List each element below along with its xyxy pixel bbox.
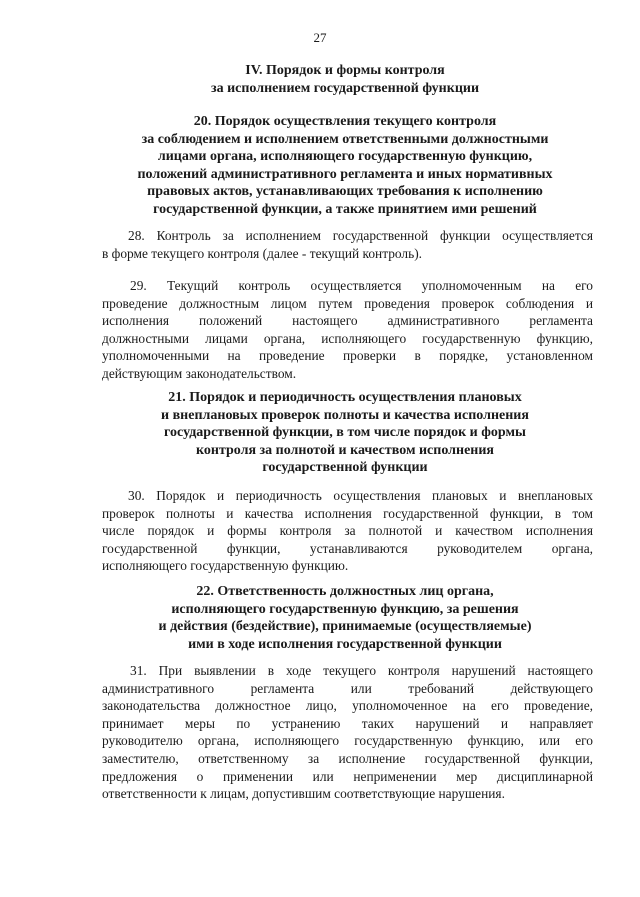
paragraph-line: должностными лицами органа, исполняющего государственную функцию,: [102, 330, 593, 346]
section-iv-heading: [80, 62, 610, 97]
paragraph-line: 31. При выявлении в ходе текущего контроля нарушений настоящего: [130, 663, 593, 678]
paragraph-line: проверок полноты и качества исполнения государственной функции, в том: [102, 505, 593, 521]
paragraph-line: административного регламента или требований действующего: [102, 680, 593, 696]
heading-line: контроля за полнотой и качеством исполнения: [196, 442, 494, 458]
heading-line: лицами органа, исполняющего государственную функцию,: [157, 149, 533, 164]
heading-line: 21. Порядок и периодичность осуществления плановых: [168, 390, 522, 405]
paragraph-line: исполнения положений настоящего административного регламента: [102, 313, 593, 329]
paragraph-line: законодательства должностное лицо, уполномоченное на его проведение,: [102, 698, 593, 714]
paragraph-line: предложения о применении или неприменении мер дисциплинарной: [102, 768, 593, 784]
section-21-heading: [80, 389, 610, 477]
paragraph-line: 28. Контроль за исполнением государственной функции осуществляется: [128, 228, 593, 243]
paragraph-line: ответственности к лицам, допустившим соответствующие нарушения.: [102, 786, 505, 802]
paragraph-30: [102, 487, 593, 575]
paragraph-line: руководителю органа, исполняющего государственную функцию, или его: [102, 733, 593, 749]
heading-line: ими в ходе исполнения государственной функции: [188, 636, 502, 652]
paragraph-line: числе порядок и формы контроля за полнотой и качеством исполнения: [102, 523, 593, 539]
paragraph-line: заместителю, ответственному за исполнение государственной функции,: [102, 750, 593, 766]
paragraph-line: проведение должностным лицом путем проведения проверок соблюдения и: [102, 295, 593, 311]
heading-line: государственной функции, в том числе порядок и формы: [164, 425, 526, 440]
section-22-heading: [80, 583, 610, 653]
paragraph-line: государственной функции, устанавливаются руководителем органа,: [102, 540, 593, 556]
heading-line: и внеплановых проверок полноты и качества исполнения: [161, 407, 529, 423]
heading-line: государственной функции: [262, 460, 428, 475]
paragraph-31: [102, 662, 593, 803]
heading-line: и действия (бездействие), принимаемые (осуществляемые): [158, 619, 532, 634]
paragraph-line: уполномоченными на проведение проверки в порядке, установленном: [102, 348, 593, 364]
heading-line: государственной функции, а также принятием ими решений: [153, 201, 537, 217]
paragraph-line: 30. Порядок и периодичность осуществления плановых и внеплановых: [128, 488, 593, 503]
heading-line: 22. Ответственность должностных лиц органа,: [196, 584, 494, 599]
heading-line: за соблюдением и исполнением ответственными должностными: [141, 131, 549, 147]
paragraph-line: в форме текущего контроля (далее - текущий контроль).: [102, 245, 423, 261]
paragraph-line: исполняющего государственную функцию.: [102, 558, 349, 574]
heading-line: 20. Порядок осуществления текущего контроля: [193, 114, 497, 129]
heading-line: правовых актов, устанавливающих требования к исполнению: [147, 184, 543, 199]
paragraph-29: [102, 277, 593, 383]
heading-line: IV. Порядок и формы контроля: [245, 63, 445, 78]
heading-line: положений административного регламента и иных нормативных: [137, 166, 553, 182]
heading-line: исполняющего государственную функцию, за решения: [171, 601, 519, 617]
section-20-heading: [80, 113, 610, 218]
paragraph-line: действующим законодательством.: [102, 365, 297, 381]
paragraph-28: [102, 227, 593, 262]
paragraph-line: принимает меры по устранению таких нарушений и направляет: [102, 715, 593, 731]
paragraph-line: 29. Текущий контроль осуществляется уполномоченным на его: [130, 278, 593, 293]
heading-line: за исполнением государственной функции: [210, 80, 480, 96]
page-number: 27: [313, 30, 327, 45]
